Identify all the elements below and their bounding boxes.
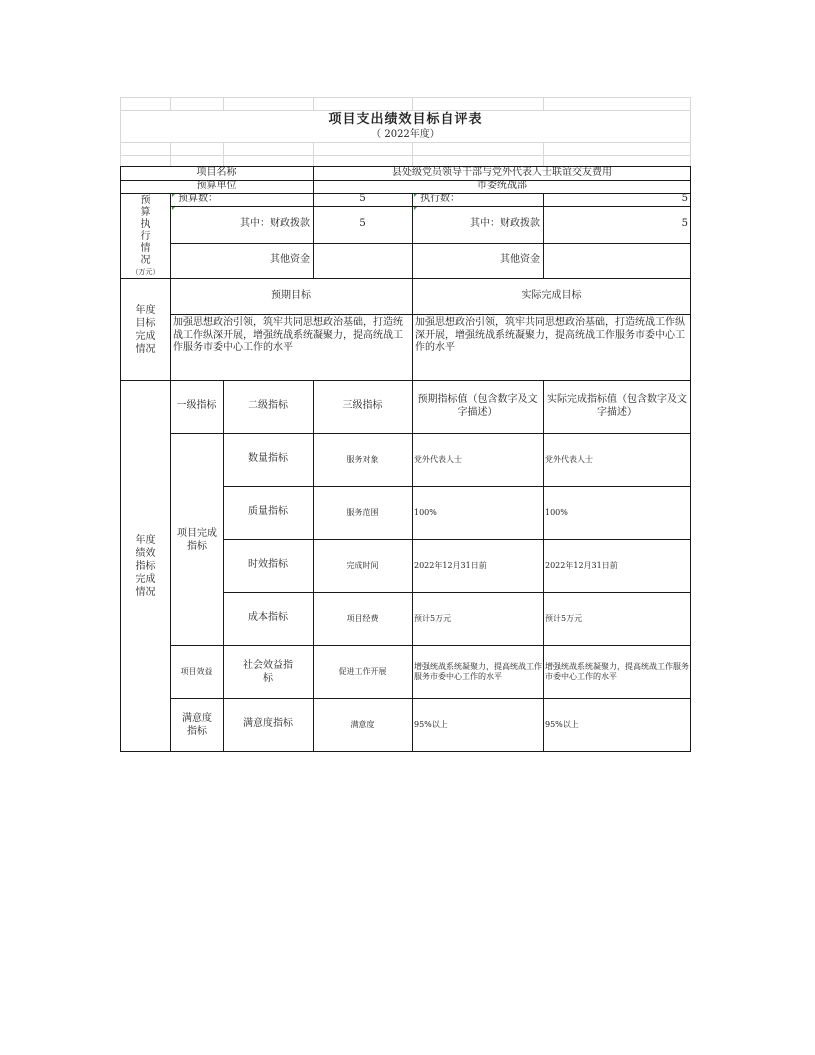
row-quality-level2: 质量指标 — [248, 506, 288, 518]
gridline — [412, 142, 413, 166]
row-satisfaction-expected: 95%以上 — [414, 719, 448, 729]
gridline — [120, 155, 691, 156]
budget-unit-label: 预算单位 — [196, 180, 237, 192]
expected-goal-text: 加强思想政治引领，筑牢共同思想政治基础，打造统战工作纵深开展，增强统战系统凝聚力，提高统战工作服务市委中心工作的水平 — [173, 317, 403, 353]
gridline — [543, 97, 544, 110]
level1-header: 一级指标 — [176, 400, 217, 412]
gridline — [120, 97, 691, 98]
gridline — [223, 97, 224, 110]
row-quality-level3: 服务范围 — [346, 507, 379, 517]
level2-header: 二级指标 — [248, 400, 288, 412]
budget-section-text: 预算执行情况 — [140, 195, 151, 267]
expected-goal-header: 预期目标 — [271, 289, 311, 301]
row-cost-level2: 成本指标 — [248, 612, 288, 624]
gridline — [223, 142, 224, 166]
row-social-benefit-expected: 增强统战系统凝聚力，提高统战工作服务市委中心工作的水平 — [414, 661, 542, 681]
other-funds-exec-label: 其他资金 — [500, 254, 540, 266]
row-timeliness-level3: 完成时间 — [346, 560, 379, 570]
gridline — [543, 142, 544, 166]
group-completion-text: 项目完成指标 — [177, 527, 217, 552]
finance-exec-label: 其中：财政拨款 — [470, 218, 540, 230]
row-timeliness-actual: 2022年12月31日前 — [545, 560, 618, 570]
project-name-label: 项目名称 — [196, 166, 237, 178]
row-satisfaction-level3: 满意度 — [350, 719, 375, 729]
budget-amount-value: 5 — [359, 193, 366, 205]
indicators-section-label — [121, 381, 170, 751]
gridline — [170, 142, 171, 166]
row-satisfaction-level2: 满意度指标 — [243, 718, 293, 730]
budget-section-unit: （万元） — [131, 268, 160, 277]
level3-header: 三级指标 — [342, 400, 383, 412]
row-quality-expected: 100% — [414, 507, 437, 517]
exec-amount-value: 5 — [681, 193, 688, 205]
group-completion-label — [171, 434, 223, 645]
row-timeliness-level2: 时效指标 — [248, 559, 288, 571]
goal-section-text: 年度目标完成情况 — [135, 304, 156, 355]
budget-amount-label: 预算数： — [178, 193, 218, 205]
expected-value-header: 预期指标值（包含数字及文字描述） — [417, 394, 538, 418]
project-name-value: 县处级党员领导干部与党外代表人士联谊交友费用 — [392, 166, 612, 178]
actual-goal-text: 加强思想政治引领，筑牢共同思想政治基础，打造统战工作纵深开展，增强统战系统凝聚力，提高统战工作服务市委中心工作的水平 — [415, 317, 685, 353]
row-social-benefit-text: 社会效益指标 — [243, 659, 293, 684]
group-satisfaction-label — [171, 699, 223, 751]
border-line — [120, 751, 691, 752]
gridline — [412, 97, 413, 110]
other-funds-budget-label: 其他资金 — [270, 254, 310, 266]
exec-amount-label: 执行数： — [420, 193, 460, 205]
budget-unit-value: 市委统战部 — [477, 180, 527, 192]
actual-goal-header: 实际完成目标 — [521, 289, 582, 301]
row-social-benefit-actual: 增强统战系统凝聚力，提高统战工作服务市委中心工作的水平 — [545, 661, 689, 681]
row-cost-expected: 预计5万元 — [414, 613, 452, 623]
cell-marker-icon — [414, 194, 417, 197]
goal-section-label — [121, 279, 170, 380]
gridline — [170, 97, 171, 110]
row-quantity-expected: 党外代表人士 — [414, 454, 462, 464]
row-cost-actual: 预计5万元 — [545, 613, 583, 623]
row-timeliness-expected: 2022年12月31日前 — [414, 560, 487, 570]
finance-budget-label: 其中：财政拨款 — [240, 218, 310, 230]
cell-marker-icon — [172, 194, 175, 197]
row-quantity-level3: 服务对象 — [346, 454, 379, 464]
indicators-section-text: 年度绩效指标完成情况 — [135, 534, 156, 598]
actual-value-header: 实际完成指标值（包含数字及文字描述） — [547, 394, 687, 418]
row-satisfaction-actual: 95%以上 — [545, 719, 579, 729]
row-quantity-level2: 数量指标 — [248, 453, 288, 465]
row-quantity-actual: 党外代表人士 — [545, 454, 593, 464]
gridline — [313, 142, 314, 166]
budget-section-label — [121, 194, 170, 278]
group-benefit-label: 项目效益 — [180, 666, 213, 676]
row-social-benefit-level2 — [223, 645, 313, 698]
page-title: 项目支出绩效目标自评表 — [328, 111, 483, 127]
finance-budget-value: 5 — [359, 218, 366, 230]
gridline — [120, 142, 691, 143]
row-social-benefit-level3: 促进工作开展 — [338, 666, 387, 676]
group-satisfaction-text: 满意度指标 — [182, 713, 212, 737]
year-subtitle: （ 2022年度） — [371, 128, 440, 140]
gridline — [313, 97, 314, 110]
row-cost-level3: 项目经费 — [346, 613, 379, 623]
row-quality-actual: 100% — [545, 507, 568, 517]
finance-exec-value: 5 — [681, 218, 688, 230]
